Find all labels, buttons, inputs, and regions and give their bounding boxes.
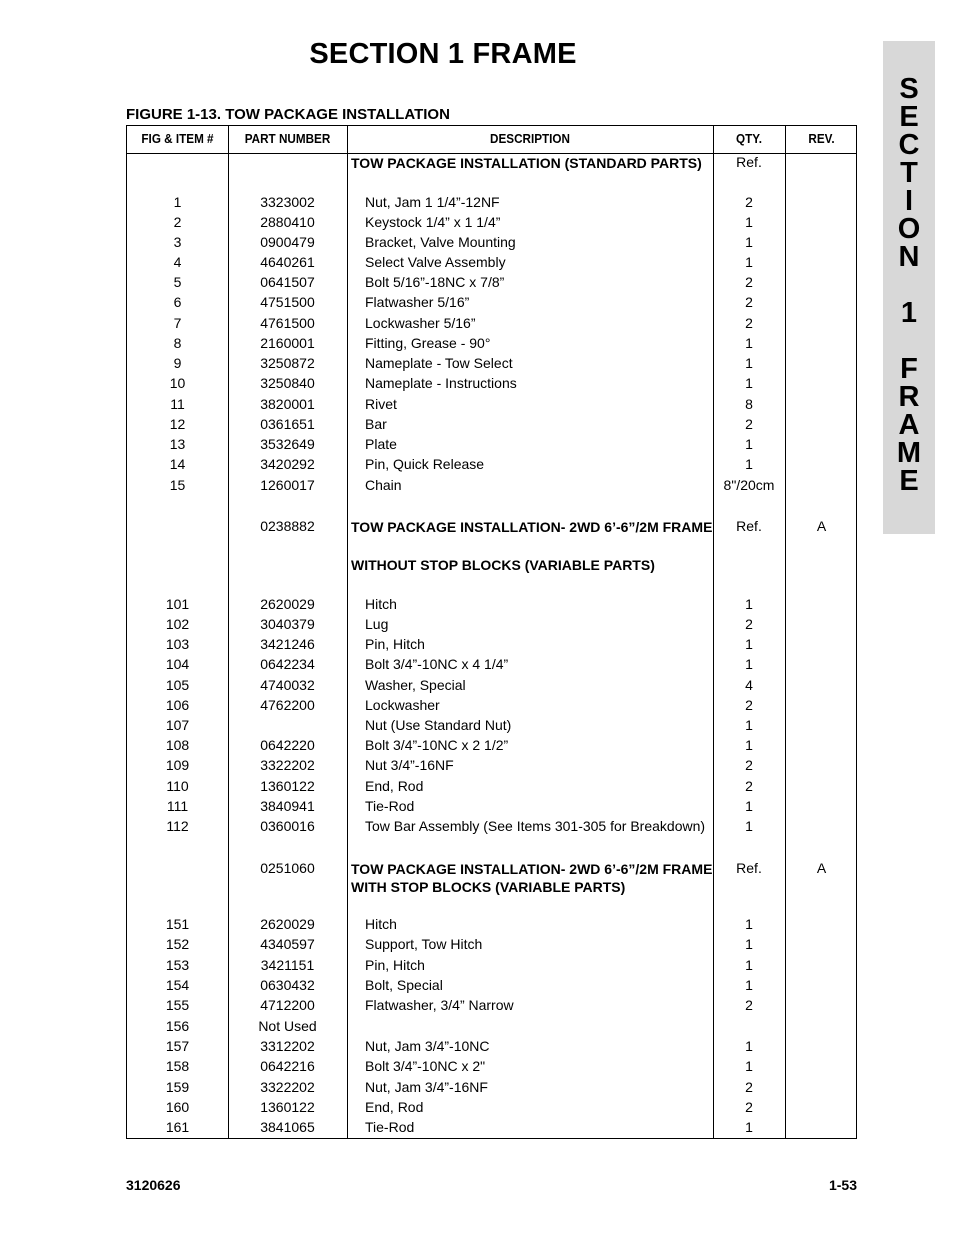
quantity: 1 <box>745 375 753 391</box>
quantity: 2 <box>745 1099 753 1115</box>
table-row <box>127 375 858 395</box>
part-number: 2880410 <box>260 214 315 230</box>
page-number: 1-53 <box>828 1177 857 1193</box>
table-row <box>127 656 858 676</box>
quantity: Ref. <box>736 518 762 534</box>
side-tab-letter: R <box>898 381 920 413</box>
table-row <box>127 456 858 476</box>
item-number: 15 <box>169 477 186 493</box>
item-number: 3 <box>173 234 182 250</box>
part-number: 1260017 <box>260 477 315 493</box>
description: Hitch <box>365 916 397 932</box>
header-description: DESCRIPTION <box>490 131 570 146</box>
quantity: 1 <box>745 957 753 973</box>
description: Tie-Rod <box>365 1119 415 1135</box>
figure-title: FIGURE 1-13. TOW PACKAGE INSTALLATION <box>126 106 450 123</box>
description: End, Rod <box>365 1099 424 1115</box>
table-row <box>127 1119 858 1139</box>
side-tab-letter: I <box>904 185 914 217</box>
quantity: 1 <box>745 916 753 932</box>
header-rev: REV. <box>808 131 835 146</box>
table-row <box>127 1058 858 1078</box>
part-number: 0238882 <box>260 518 315 534</box>
quantity: 8 <box>745 396 753 412</box>
table-row <box>127 596 858 616</box>
part-number: 3820001 <box>260 396 315 412</box>
item-number: 5 <box>173 274 182 290</box>
description: Washer, Special <box>365 677 466 693</box>
table-row <box>127 737 858 757</box>
item-number: 101 <box>165 596 190 612</box>
side-tab-letter: 1 <box>900 297 918 329</box>
table-row <box>127 315 858 335</box>
description: Support, Tow Hitch <box>365 936 483 952</box>
quantity: 1 <box>745 1038 753 1054</box>
part-number: 4740032 <box>260 677 315 693</box>
description: Lockwasher <box>365 697 440 713</box>
item-number: 6 <box>173 294 182 310</box>
part-number: 3250840 <box>260 375 315 391</box>
quantity: 1 <box>745 717 753 733</box>
item-number: 10 <box>169 375 186 391</box>
item-number: 112 <box>166 818 189 834</box>
quantity: 1 <box>745 818 753 834</box>
part-number: 0360016 <box>260 818 315 834</box>
description: Bolt 3/4”-10NC x 4 1/4” <box>365 656 509 672</box>
table-row <box>127 677 858 697</box>
quantity: 2 <box>745 294 753 310</box>
quantity: 1 <box>745 456 753 472</box>
description: Hitch <box>365 596 397 612</box>
part-number: 0642216 <box>260 1058 315 1074</box>
description: Bolt, Special <box>365 977 443 993</box>
table-row <box>127 697 858 717</box>
part-number: 0630432 <box>260 977 315 993</box>
parts-table <box>126 125 857 1139</box>
description: Bracket, Valve Mounting <box>365 234 516 250</box>
table-row <box>127 1018 858 1038</box>
quantity: 2 <box>745 416 753 432</box>
table-row <box>127 818 858 838</box>
item-number: 8 <box>173 335 182 351</box>
side-tab-letter: C <box>898 129 920 161</box>
part-number: 2160001 <box>260 335 315 351</box>
quantity: 2 <box>745 616 753 632</box>
table-row <box>127 416 858 436</box>
quantity: 1 <box>745 656 753 672</box>
side-tab-letter: T <box>900 157 918 189</box>
quantity: 1 <box>745 335 753 351</box>
part-number: 4762200 <box>260 697 315 713</box>
quantity: 1 <box>745 936 753 952</box>
quantity: 1 <box>745 636 753 652</box>
item-number: 106 <box>165 697 190 713</box>
quantity: 2 <box>745 778 753 794</box>
description: Flatwasher 5/16” <box>365 294 470 310</box>
part-number: 1360122 <box>260 778 315 794</box>
table-row <box>127 798 858 818</box>
part-number: 3841065 <box>260 1119 315 1135</box>
description: TOW PACKAGE INSTALLATION- 2WD 6’-6”/2M FRAME WITH STOP BLOCKS (VARIABLE PARTS) <box>351 861 713 895</box>
quantity: 2 <box>745 697 753 713</box>
item-number: 11 <box>170 396 185 412</box>
header-part-number: PART NUMBER <box>244 131 331 146</box>
table-row <box>127 957 858 977</box>
part-number: 0641507 <box>260 274 315 290</box>
item-number: 14 <box>169 456 186 472</box>
description: Bolt 5/16”-18NC x 7/8” <box>365 274 505 290</box>
description: Keystock 1/4” x 1 1/4” <box>365 214 501 230</box>
table-row <box>127 717 858 737</box>
table-row <box>127 194 858 214</box>
item-number: 12 <box>169 416 186 432</box>
part-number: 3840941 <box>260 798 315 814</box>
item-number: 108 <box>165 737 190 753</box>
item-number: 13 <box>169 436 186 452</box>
part-number: 0361651 <box>260 416 315 432</box>
item-number: 152 <box>165 936 190 952</box>
description: Lug <box>365 616 389 632</box>
table-row <box>127 1099 858 1119</box>
description: Select Valve Assembly <box>365 254 506 270</box>
quantity: 4 <box>745 677 753 693</box>
header-qty: QTY. <box>735 131 763 146</box>
table-row <box>127 355 858 375</box>
part-number: 2620029 <box>260 916 315 932</box>
part-number: 4761500 <box>260 315 315 331</box>
table-row <box>127 616 858 636</box>
table-section-heading-row <box>127 518 858 573</box>
quantity: 1 <box>745 798 753 814</box>
table-row <box>127 477 858 497</box>
table-row <box>127 757 858 777</box>
description: Nameplate - Instructions <box>365 375 517 391</box>
section-side-tab <box>883 41 935 534</box>
item-number: 151 <box>165 916 190 932</box>
item-number: 157 <box>165 1038 190 1054</box>
side-tab-letter: N <box>898 241 920 273</box>
item-number: 109 <box>165 757 190 773</box>
description: Fitting, Grease - 90° <box>365 335 491 351</box>
part-number: 0642220 <box>260 737 315 753</box>
item-number: 110 <box>166 778 189 794</box>
part-number: 3250872 <box>260 355 315 371</box>
side-tab-letter: A <box>898 409 920 441</box>
quantity: 8"/20cm <box>723 477 775 493</box>
description-continued: WITHOUT STOP BLOCKS (VARIABLE PARTS) <box>351 557 655 573</box>
part-number: 3421246 <box>260 636 315 652</box>
quantity: 1 <box>745 977 753 993</box>
item-number: 9 <box>173 355 182 371</box>
part-number: 3312202 <box>260 1038 315 1054</box>
description: Lockwasher 5/16” <box>365 315 476 331</box>
description: Pin, Quick Release <box>365 456 485 472</box>
quantity: Ref. <box>736 154 762 170</box>
header-fig-item: FIG & ITEM # <box>141 131 214 146</box>
part-number: 3323002 <box>260 194 315 210</box>
description: Bolt 3/4”-10NC x 2" <box>365 1058 486 1074</box>
table-row <box>127 778 858 798</box>
table-row <box>127 1038 858 1058</box>
quantity: 1 <box>745 737 753 753</box>
quantity: 1 <box>745 436 753 452</box>
description: Nut, Jam 1 1/4”-12NF <box>365 194 500 210</box>
table-row <box>127 234 858 254</box>
document-number: 3120626 <box>126 1177 181 1193</box>
quantity: 2 <box>745 757 753 773</box>
part-number: 4712200 <box>260 997 315 1013</box>
part-number: 3420292 <box>260 456 315 472</box>
table-row <box>127 335 858 355</box>
part-number: 4751500 <box>260 294 315 310</box>
side-tab-letter: S <box>899 73 919 105</box>
description: Nut, Jam 3/4”-16NF <box>365 1079 488 1095</box>
part-number: 3322202 <box>260 1079 315 1095</box>
table-section-heading-row <box>127 860 858 895</box>
table-row <box>127 977 858 997</box>
part-number: 2620029 <box>260 596 315 612</box>
item-number: 160 <box>165 1099 190 1115</box>
quantity: 2 <box>745 274 753 290</box>
item-number: 154 <box>165 977 190 993</box>
description: Rivet <box>365 396 397 412</box>
quantity: 1 <box>745 234 753 250</box>
part-number: 3532649 <box>260 436 315 452</box>
item-number: 156 <box>165 1018 190 1034</box>
revision: A <box>816 518 827 534</box>
item-number: 159 <box>165 1079 190 1095</box>
quantity: 2 <box>745 315 753 331</box>
description: Nut (Use Standard Nut) <box>365 717 512 733</box>
item-number: 103 <box>165 636 190 652</box>
part-number: Not Used <box>258 1018 317 1034</box>
table-row <box>127 436 858 456</box>
revision: A <box>816 860 827 876</box>
description: Pin, Hitch <box>365 957 425 973</box>
part-number: 0251060 <box>260 860 315 876</box>
description: Nameplate - Tow Select <box>365 355 513 371</box>
table-row <box>127 294 858 314</box>
quantity: 1 <box>745 1119 753 1135</box>
table-row <box>127 274 858 294</box>
description: Flatwasher, 3/4” Narrow <box>365 997 514 1013</box>
description: Bar <box>365 416 387 432</box>
table-row <box>127 214 858 234</box>
part-number: 3040379 <box>260 616 315 632</box>
description: Tie-Rod <box>365 798 415 814</box>
description: TOW PACKAGE INSTALLATION (STANDARD PARTS) <box>351 155 702 171</box>
item-number: 7 <box>173 315 182 331</box>
table-row <box>127 254 858 274</box>
part-number: 4640261 <box>260 254 315 270</box>
description: Bolt 3/4”-10NC x 2 1/2” <box>365 737 509 753</box>
table-row <box>127 636 858 656</box>
quantity: 2 <box>745 997 753 1013</box>
quantity: 1 <box>745 1058 753 1074</box>
part-number: 1360122 <box>260 1099 315 1115</box>
part-number: 3421151 <box>260 957 315 973</box>
item-number: 111 <box>166 798 189 814</box>
item-number: 102 <box>165 616 190 632</box>
description: End, Rod <box>365 778 424 794</box>
item-number: 107 <box>165 717 190 733</box>
item-number: 2 <box>173 214 182 230</box>
quantity: 1 <box>745 596 753 612</box>
quantity: 2 <box>745 1079 753 1095</box>
description: Chain <box>365 477 402 493</box>
part-number: 0900479 <box>260 234 315 250</box>
part-number: 4340597 <box>260 936 315 952</box>
side-tab-letter: M <box>896 437 922 469</box>
part-number: 3322202 <box>260 757 315 773</box>
item-number: 155 <box>165 997 190 1013</box>
item-number: 4 <box>173 254 182 270</box>
quantity: 2 <box>745 194 753 210</box>
page-title: SECTION 1 FRAME <box>309 38 577 70</box>
item-number: 105 <box>165 677 190 693</box>
table-row <box>127 936 858 956</box>
table-row <box>127 916 858 936</box>
part-number: 0642234 <box>260 656 315 672</box>
table-row <box>127 396 858 416</box>
side-tab-letter: O <box>897 213 921 245</box>
quantity: 1 <box>745 355 753 371</box>
description: Nut 3/4”-16NF <box>365 757 454 773</box>
description: TOW PACKAGE INSTALLATION- 2WD 6’-6”/2M FRAME <box>351 519 713 535</box>
item-number: 153 <box>165 957 190 973</box>
side-tab-letter: F <box>900 353 918 385</box>
side-tab-letter: E <box>899 465 919 497</box>
quantity: 1 <box>745 214 753 230</box>
table-section-heading-row <box>127 154 858 174</box>
table-row <box>127 1079 858 1099</box>
quantity: Ref. <box>736 860 762 876</box>
description: Plate <box>365 436 397 452</box>
item-number: 161 <box>165 1119 190 1135</box>
description: Tow Bar Assembly (See Items 301-305 for Breakdown) <box>365 818 706 834</box>
item-number: 158 <box>165 1058 190 1074</box>
item-number: 1 <box>173 194 182 210</box>
table-row <box>127 997 858 1017</box>
description: Nut, Jam 3/4”-10NC <box>365 1038 490 1054</box>
item-number: 104 <box>165 656 190 672</box>
side-tab-letter: E <box>899 101 919 133</box>
description: Pin, Hitch <box>365 636 425 652</box>
quantity: 1 <box>745 254 753 270</box>
